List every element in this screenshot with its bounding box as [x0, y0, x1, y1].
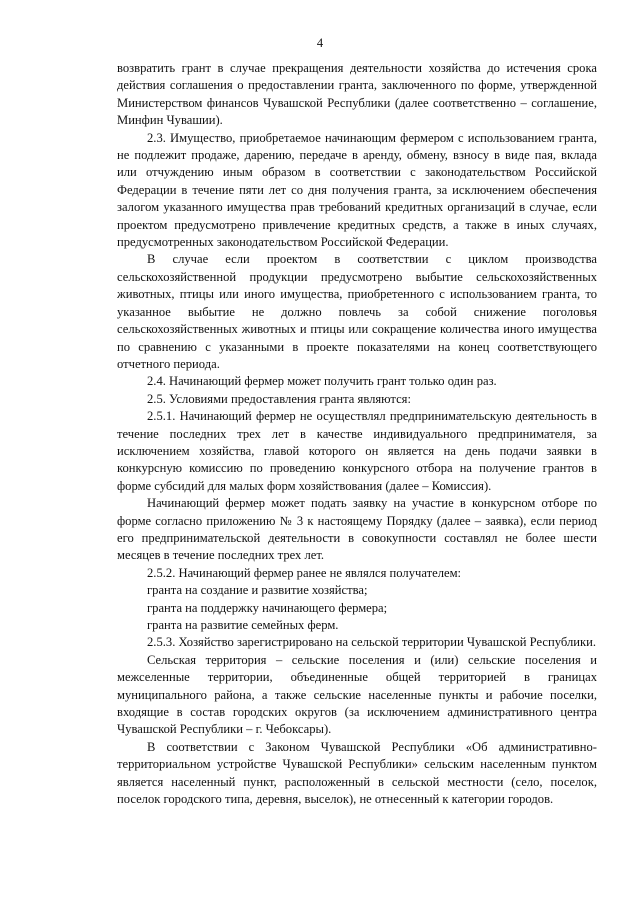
list-item-grant-creation: гранта на создание и развитие хозяйства; [147, 583, 368, 598]
paragraph-2-5-2: 2.5.2. Начинающий фермер ранее не являлся получателем: [147, 565, 462, 580]
paragraph-rural-territory: Сельская территория – сельские поселения и (или) сельские поселения и межселенные территории, объединенные общей территорией в границах муниципального района, а также сельские населенные пункты и рабочие поселки, входящие в состав городских округов (за исключением административного центра Чувашской Республики – г. Чебоксары). [117, 652, 597, 737]
page-number: 4 [316, 36, 324, 50]
paragraph-disposal: В случае если проектом в соответствии с циклом производства сельскохозяйственной продукции предусмотрено выбытие сельскохозяйственных животных, птицы или иного имущества, приобретенного с использованием гранта, то указанное выбытие не должно повлечь за собой снижение поголовья сельскохозяйственных животных и птицы или сокращение количества иного имущества по сравнению с указанными в проекте показателями на конец соответствующего отчетного периода. [117, 252, 597, 371]
list-item-grant-beginner: гранта на поддержку начинающего фермера; [147, 600, 388, 615]
paragraph-2-3: 2.3. Имущество, приобретаемое начинающим фермером с использованием гранта, не подлежит продаже, дарению, передаче в аренду, обмену, взносу в виде пая, вклада или отчуждению иным образом в соответствии с законодательством Российской Федерации в течение пяти лет со дня получения гранта, за исключением обеспечения залогом указанного имущества прав требований кредитных организаций в случае, если проектом предусмотрено привлечение кредитных средств, а также в иных случаях, предусмотренных законодательством Российской Федерации. [117, 130, 597, 250]
paragraph-2-4: 2.4. Начинающий фермер может получить грант только один раз. [147, 374, 497, 389]
paragraph-2-5-1: 2.5.1. Начинающий фермер не осуществлял предпринимательскую деятельность в течение последних трех лет в качестве индивидуального предпринимателя, за исключением хозяйства, главой которого он является на день подачи заявки в конкурсную комиссию по проведению конкурсного отбора на получение грантов в форме субсидий для малых форм хозяйствования (далее – Комиссия). [117, 409, 597, 493]
paragraph-2-5-3: 2.5.3. Хозяйство зарегистрировано на сельской территории Чувашской Республики. [147, 635, 596, 650]
paragraph-rural-settlement: В соответствии с Законом Чувашской Республики «Об административно-территориальном устройстве Чувашской Республики» сельским населенным пунктом является населенный пункт, расположенный в сельской местности (село, поселок, поселок городского типа, деревня, выселок), не отнесенный к категории городов. [117, 739, 597, 807]
paragraph-grant-return: возвратить грант в случае прекращения деятельности хозяйства до истечения срока действия соглашения о предоставлении гранта, заключенного по форме, утвержденной Министерством финансов Чувашской Республики (далее соответственно – соглашение, Минфин Чувашии). [117, 61, 597, 128]
list-item-grant-family: гранта на развитие семейных ферм. [147, 618, 339, 632]
document-body [117, 60, 597, 808]
paragraph-application: Начинающий фермер может подать заявку на участие в конкурсном отборе по форме согласно приложению № 3 к настоящему Порядку (далее – заявка), если период его предпринимательской деятельности в совокупности составлял не более шести месяцев в течение последних трех лет. [117, 496, 597, 563]
paragraph-2-5: 2.5. Условиями предоставления гранта являются: [147, 391, 411, 406]
